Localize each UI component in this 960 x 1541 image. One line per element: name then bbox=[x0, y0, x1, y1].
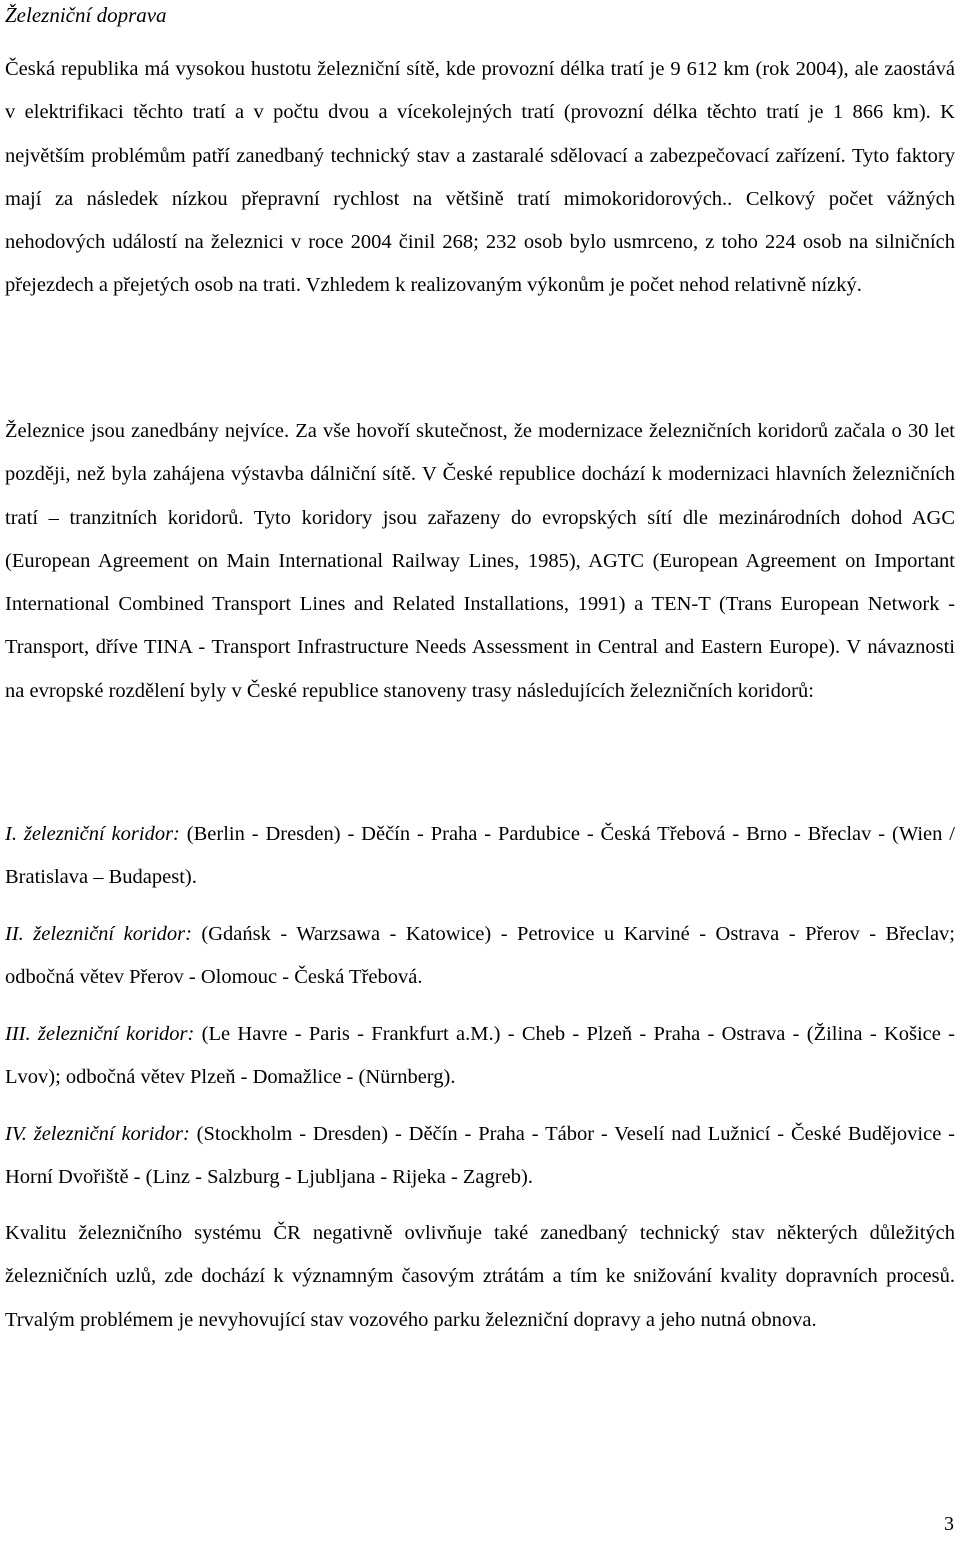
corridor-label: I. železniční koridor: bbox=[5, 823, 180, 845]
paragraph-network-overview: Česká republika má vysokou hustotu železniční sítě, kde provozní délka tratí je 9 612 km (rok 2004), ale zaostává v elektrifikaci těchto tratí a v počtu dvou a vícekolejných tratí (provozní délka těchto tratí je 1 866 km). K největším problémům patří zanedbaný technický stav a zastaralé sdělovací a zabezpečovací zařízení. Tyto faktory mají za následek nízkou přepravní rychlost na většině tratí mimokoridorových.. Celkový počet vážných nehodových událostí na železnici v roce 2004 činil 268; 232 osob bylo usmrceno, z toho 224 osob na silničních přejezdech a přejetých osob na trati. Vzhledem k realizovaným výkonům je počet nehod relativně nízký. bbox=[5, 58, 955, 297]
paragraph-corridor-modernization: Železnice jsou zanedbány nejvíce. Za vše hovoří skutečnost, že modernizace železničních koridorů začala o 30 let později, než byla zahájena výstavba dálniční sítě. V České republice dochází k modernizaci hlavních železničních tratí – tranzitních koridorů. Tyto koridory jsou zařazeny do evropských sítí dle mezinárodních dohod AGC (European Agreement on Main International Railway Lines, 1985), AGTC (European Agreement on Important International Combined Transport Lines and Related Installations, 1991) a TEN-T (Trans European Network - Transport, dříve TINA - Transport Infrastructure Needs Assessment in Central and Eastern Europe). V návaznosti na evropské rozdělení byly v České republice stanoveny trasy následujících železničních koridorů: bbox=[5, 420, 955, 702]
section-heading: Železniční doprava bbox=[5, 3, 167, 27]
corridor-item-2 bbox=[5, 913, 955, 1000]
corridor-item-3 bbox=[5, 1013, 955, 1100]
corridor-label: II. železniční koridor: bbox=[5, 923, 192, 945]
corridor-item-1 bbox=[5, 813, 955, 900]
page-number: 3 bbox=[944, 1513, 954, 1535]
corridor-route: (Le Havre - Paris - Frankfurt a.M.) - Cheb - Plzeň - Praha - Ostrava - (Žilina - Košice - Lvov); odbočná větev Plzeň - Domažlice - (Nürnberg). bbox=[5, 1023, 955, 1089]
corridor-route: (Stockholm - Dresden) - Děčín - Praha - Tábor - Veselí nad Lužnicí - České Budějovice - Horní Dvořiště - (Linz - Salzburg - Ljubljana - Rijeka - Zagreb). bbox=[5, 1123, 956, 1189]
corridor-item-4 bbox=[5, 1113, 955, 1200]
corridor-route: (Gdańsk - Warzsawa - Katowice) - Petrovice u Karviné - Ostrava - Přerov - Břeclav; odbočná větev Přerov - Olomouc - Česká Třebová. bbox=[5, 923, 955, 989]
paragraph-quality-issues: Kvalitu železničního systému ČR negativně ovlivňuje také zanedbaný technický stav některých důležitých železničních uzlů, zde dochází k významným časovým ztrátám a tím ke snižování kvality dopravních procesů. Trvalým problémem je nevyhovující stav vozového parku železniční dopravy a jeho nutná obnova. bbox=[5, 1222, 955, 1331]
corridor-label: III. železniční koridor: bbox=[5, 1023, 195, 1045]
corridor-label: IV. železniční koridor: bbox=[5, 1123, 190, 1145]
corridor-route: (Berlin - Dresden) - Děčín - Praha - Pardubice - Česká Třebová - Brno - Břeclav - (Wien / Bratislava – Budapest). bbox=[5, 823, 955, 889]
